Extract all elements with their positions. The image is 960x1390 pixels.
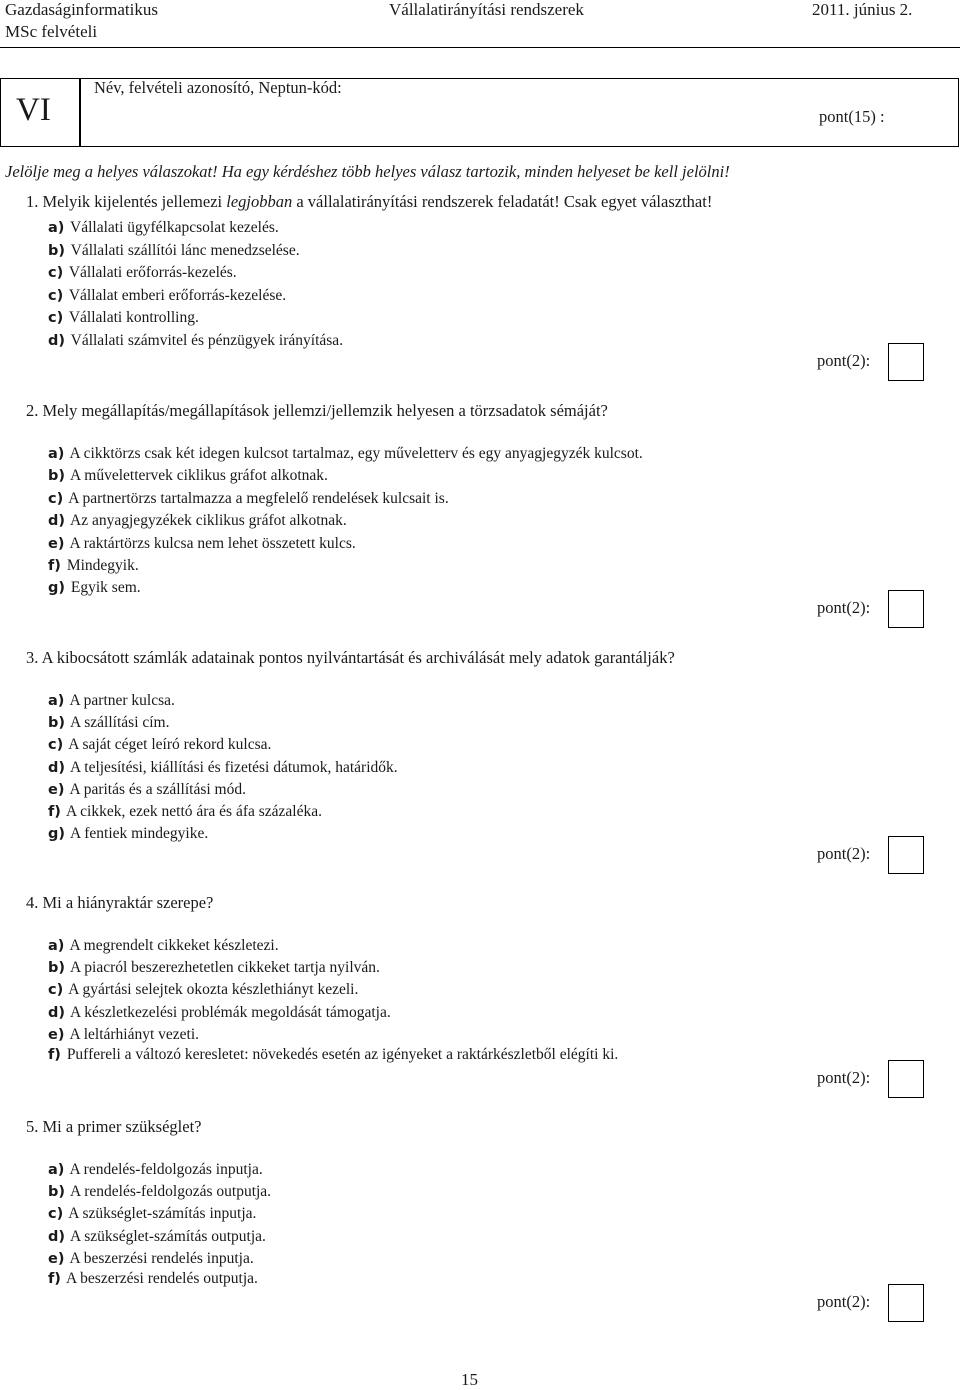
answer-option[interactable] — [48, 1046, 618, 1064]
option-letter: a) — [48, 446, 65, 462]
option-text: A készletkezelési problémák megoldását támogatja. — [70, 1004, 391, 1021]
question-1 — [26, 192, 712, 212]
option-letter: d) — [48, 333, 66, 349]
option-text: A cikkek, ezek nettó ára és áfa százaléka. — [65, 803, 322, 820]
option-text: A megrendelt cikkeket készletezi. — [69, 937, 279, 954]
header-rule — [0, 47, 960, 48]
option-letter: b) — [48, 243, 66, 259]
option-letter: c) — [48, 310, 64, 326]
option-text: A piacról beszerezhetetlen cikkeket tartja nyilván. — [70, 959, 380, 976]
option-letter: e) — [48, 1251, 65, 1267]
option-text: Vállalati számvitel és pénzügyek irányítása. — [70, 332, 344, 349]
option-letter: g) — [48, 826, 66, 842]
option-text: A partner kulcsa. — [69, 692, 175, 709]
score-label: pont(2): — [817, 1068, 871, 1087]
option-text: A saját céget leíró rekord kulcsa. — [68, 736, 272, 753]
option-letter: e) — [48, 1027, 65, 1043]
answer-option[interactable] — [48, 714, 170, 732]
question-number: 4. — [26, 893, 39, 912]
option-letter: a) — [48, 938, 65, 954]
option-text: A rendelés-feldolgozás inputja. — [69, 1161, 263, 1178]
score-box[interactable] — [888, 590, 924, 628]
answer-option[interactable] — [48, 981, 358, 999]
answer-option[interactable] — [48, 219, 279, 237]
answer-option[interactable] — [48, 490, 449, 508]
option-text: A partnertörzs tartalmazza a megfelelő rendelések kulcsait is. — [68, 490, 449, 507]
score-box[interactable] — [888, 836, 924, 874]
answer-option[interactable] — [48, 242, 300, 260]
header-date: 2011. június 2. — [812, 0, 913, 19]
option-letter: c) — [48, 491, 64, 507]
header-left-title: Gazdaságinformatikus — [5, 0, 158, 19]
option-letter: a) — [48, 693, 65, 709]
answer-option[interactable] — [48, 445, 643, 463]
option-text: Vállalati erőforrás-kezelés. — [68, 264, 237, 281]
option-letter: d) — [48, 513, 66, 529]
question-2 — [26, 401, 608, 421]
option-letter: c) — [48, 288, 64, 304]
question-text-pre: Melyik kijelentés jellemezi — [42, 192, 227, 211]
question-text: Mely megállapítás/megállapítások jellemzi/jellemzik helyesen a törzsadatok sémáját? — [42, 401, 608, 420]
option-text: A művelettervek ciklikus gráfot alkotnak. — [70, 467, 328, 484]
answer-option[interactable] — [48, 736, 271, 754]
answer-option[interactable] — [48, 557, 139, 575]
option-letter: a) — [48, 220, 65, 236]
option-text: A beszerzési rendelés outputja. — [65, 1270, 258, 1287]
option-text: Vállalati szállítói lánc menedzselése. — [70, 242, 300, 259]
question-number: 1. — [26, 192, 39, 211]
answer-option[interactable] — [48, 579, 141, 597]
question-5 — [26, 1117, 202, 1137]
answer-option[interactable] — [48, 309, 199, 327]
option-letter: d) — [48, 760, 66, 776]
score-box[interactable] — [888, 1060, 924, 1098]
option-text: A gyártási selejtek okozta készlethiányt kezeli. — [68, 981, 359, 998]
option-letter: a) — [48, 1162, 65, 1178]
question-text: Mi a hiányraktár szerepe? — [42, 893, 214, 912]
score-label: pont(2): — [817, 844, 871, 863]
option-letter: e) — [48, 536, 65, 552]
answer-option[interactable] — [48, 535, 356, 553]
option-letter: d) — [48, 1229, 66, 1245]
option-text: Az anyagjegyzékek ciklikus gráfot alkotnak. — [70, 512, 347, 529]
answer-option[interactable] — [48, 1250, 254, 1268]
option-letter: b) — [48, 468, 66, 484]
option-letter: b) — [48, 960, 66, 976]
option-text: A raktártörzs kulcsa nem lehet összetett kulcs. — [69, 535, 356, 552]
answer-option[interactable] — [48, 1228, 266, 1246]
option-text: A beszerzési rendelés inputja. — [69, 1250, 254, 1267]
option-text: A cikktörzs csak két idegen kulcsot tartalmaz, egy műveletterv és egy anyagjegyzék kulcsot. — [69, 445, 643, 462]
question-4 — [26, 893, 213, 913]
option-letter: c) — [48, 265, 64, 281]
option-text: Vállalati kontrolling. — [68, 309, 199, 326]
question-number: 2. — [26, 401, 39, 420]
answer-option[interactable] — [48, 287, 286, 305]
option-letter: d) — [48, 1005, 66, 1021]
option-letter: e) — [48, 782, 65, 798]
option-text: Puffereli a változó keresletet: növekedés esetén az igényeket a raktárkészletből elégíti ki. — [66, 1046, 619, 1063]
section-divider — [79, 78, 81, 146]
option-letter: c) — [48, 737, 64, 753]
question-number: 5. — [26, 1117, 39, 1136]
answer-option[interactable] — [48, 512, 347, 530]
option-text: Vállalati ügyfélkapcsolat kezelés. — [70, 219, 279, 236]
option-text: Mindegyik. — [66, 557, 139, 574]
question-text: A kibocsátott számlák adatainak pontos nyilvántartását és archiválását mely adatok garantálják? — [41, 648, 675, 667]
option-letter: f) — [48, 558, 61, 574]
answer-option[interactable] — [48, 1161, 263, 1179]
option-text: A fentiek mindegyike. — [70, 825, 209, 842]
answer-option[interactable] — [48, 1183, 271, 1201]
answer-option[interactable] — [48, 759, 398, 777]
option-letter: f) — [48, 1047, 61, 1063]
option-text: A szükséglet-számítás outputja. — [70, 1228, 266, 1245]
score-label: pont(2): — [817, 598, 871, 617]
score-label: pont(2): — [817, 1292, 871, 1311]
option-text: A teljesítési, kiállítási és fizetési dátumok, határidők. — [70, 759, 398, 776]
option-letter: c) — [48, 982, 64, 998]
instruction-text: Jelölje meg a helyes válaszokat! Ha egy kérdéshez több helyes válasz tartozik, minden helyeset be kell jelölni! — [5, 162, 730, 181]
answer-option[interactable] — [48, 1026, 199, 1044]
page-number: 15 — [461, 1370, 478, 1389]
answer-option[interactable] — [48, 781, 246, 799]
option-letter: f) — [48, 1271, 61, 1287]
answer-option[interactable] — [48, 332, 343, 350]
answer-option[interactable] — [48, 1205, 256, 1223]
option-text: A szállítási cím. — [70, 714, 170, 731]
option-text: A leltárhiányt vezeti. — [69, 1026, 200, 1043]
answer-option[interactable] — [48, 467, 328, 485]
option-letter: b) — [48, 715, 66, 731]
name-field-label: Név, felvételi azonosító, Neptun-kód: — [94, 78, 342, 97]
question-text: Mi a primer szükséglet? — [42, 1117, 202, 1136]
option-letter: c) — [48, 1206, 64, 1222]
answer-option[interactable] — [48, 692, 175, 710]
answer-option[interactable] — [48, 959, 380, 977]
score-box[interactable] — [888, 343, 924, 381]
option-text: Vállalat emberi erőforrás-kezelése. — [68, 287, 287, 304]
answer-option[interactable] — [48, 803, 322, 821]
question-3 — [26, 648, 675, 668]
header-left-subtitle: MSc felvételi — [5, 22, 98, 41]
option-letter: f) — [48, 804, 61, 820]
question-text-post: a vállalatirányítási rendszerek feladatát! Csak egyet választhat! — [292, 192, 713, 211]
answer-option[interactable] — [48, 1004, 391, 1022]
answer-option[interactable] — [48, 264, 237, 282]
section-points-label: pont(15) : — [819, 107, 885, 126]
option-letter: b) — [48, 1184, 66, 1200]
question-emphasis: legjobban — [226, 192, 293, 211]
option-text: A rendelés-feldolgozás outputja. — [70, 1183, 272, 1200]
question-number: 3. — [26, 648, 39, 667]
score-label: pont(2): — [817, 351, 871, 370]
option-text: A szükséglet-számítás inputja. — [68, 1205, 257, 1222]
header-center-title: Vállalatirányítási rendszerek — [389, 0, 584, 19]
answer-option[interactable] — [48, 1270, 258, 1288]
answer-option[interactable] — [48, 937, 279, 955]
option-text: A paritás és a szállítási mód. — [69, 781, 246, 798]
section-number: VI — [16, 92, 51, 128]
option-letter: g) — [48, 580, 66, 596]
option-text: Egyik sem. — [70, 579, 141, 596]
score-box[interactable] — [888, 1284, 924, 1322]
answer-option[interactable] — [48, 825, 208, 843]
